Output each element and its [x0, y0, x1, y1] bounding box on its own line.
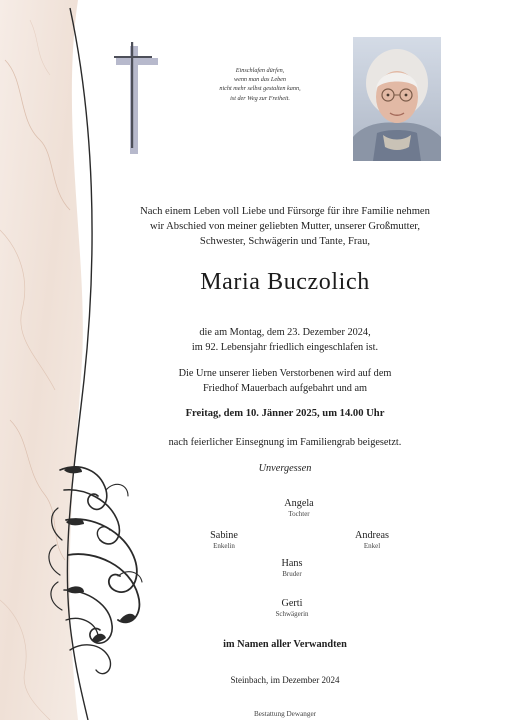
mourner-angela — [239, 498, 359, 519]
portrait-photo — [353, 37, 441, 161]
marble-background — [0, 0, 90, 720]
mourner-name: Hans — [281, 558, 303, 569]
mourner-relation: Enkel — [363, 542, 381, 550]
intro-line: Nach einem Leben voll Liebe und Fürsorge für ihre Familie nehmen — [140, 206, 430, 217]
funeral-line: Friedhof Mauerbach aufgebahrt und am — [202, 383, 368, 394]
quote-line: wenn man das Leben — [233, 76, 287, 84]
deceased-name: Maria Buczolich — [200, 269, 370, 295]
portrait-illustration — [353, 37, 441, 161]
mourner-name: Sabine — [210, 530, 238, 541]
intro-line: Schwester, Schwägerin und Tante, Frau, — [199, 236, 371, 247]
funeral-details — [120, 366, 450, 396]
funeral-closing: nach feierlicher Einsegnung im Familiengrab beigesetzt. — [168, 437, 402, 448]
unvergessen-label: Unvergessen — [258, 463, 312, 474]
quote-line: ist der Weg zur Freiheit. — [230, 94, 290, 102]
funeral-line: Die Urne unserer lieben Verstorbenen wird auf dem — [178, 368, 392, 379]
mourner-relation: Enkelin — [213, 542, 235, 550]
death-line: die am Montag, dem 23. Dezember 2024, — [199, 327, 371, 338]
place-date: Steinbach, im Dezember 2024 — [230, 675, 340, 685]
death-line: im 92. Lebensjahr friedlich eingeschlafen ist. — [191, 342, 379, 353]
death-details — [120, 325, 450, 355]
quote-line: nicht mehr selbst gestalten kann, — [219, 85, 301, 93]
mourner-name: Angela — [284, 498, 314, 509]
mourner-hans — [232, 558, 352, 579]
intro-line: wir Abschied von meiner geliebten Mutter, unserer Großmutter, — [149, 221, 421, 232]
mourner-name: Gerti — [281, 598, 303, 609]
intro-text — [120, 204, 450, 249]
cross-icon — [112, 40, 162, 155]
memorial-quote — [200, 66, 320, 103]
mourner-relation: Bruder — [282, 570, 302, 578]
mourner-sabine — [164, 530, 284, 551]
mourner-andreas — [312, 530, 432, 551]
quote-line: Einschlafen dürfen, — [235, 67, 285, 74]
mourner-gerti — [232, 598, 352, 619]
undertaker-name: Bestattung Dewanger — [253, 710, 317, 718]
mourner-relation: Tochter — [288, 510, 310, 518]
funeral-date: Freitag, dem 10. Jänner 2025, um 14.00 Uhr — [185, 408, 385, 419]
mourner-relation: Schwägerin — [275, 610, 309, 618]
mourner-name: Andreas — [355, 530, 389, 541]
relatives-line: im Namen aller Verwandten — [223, 639, 347, 650]
